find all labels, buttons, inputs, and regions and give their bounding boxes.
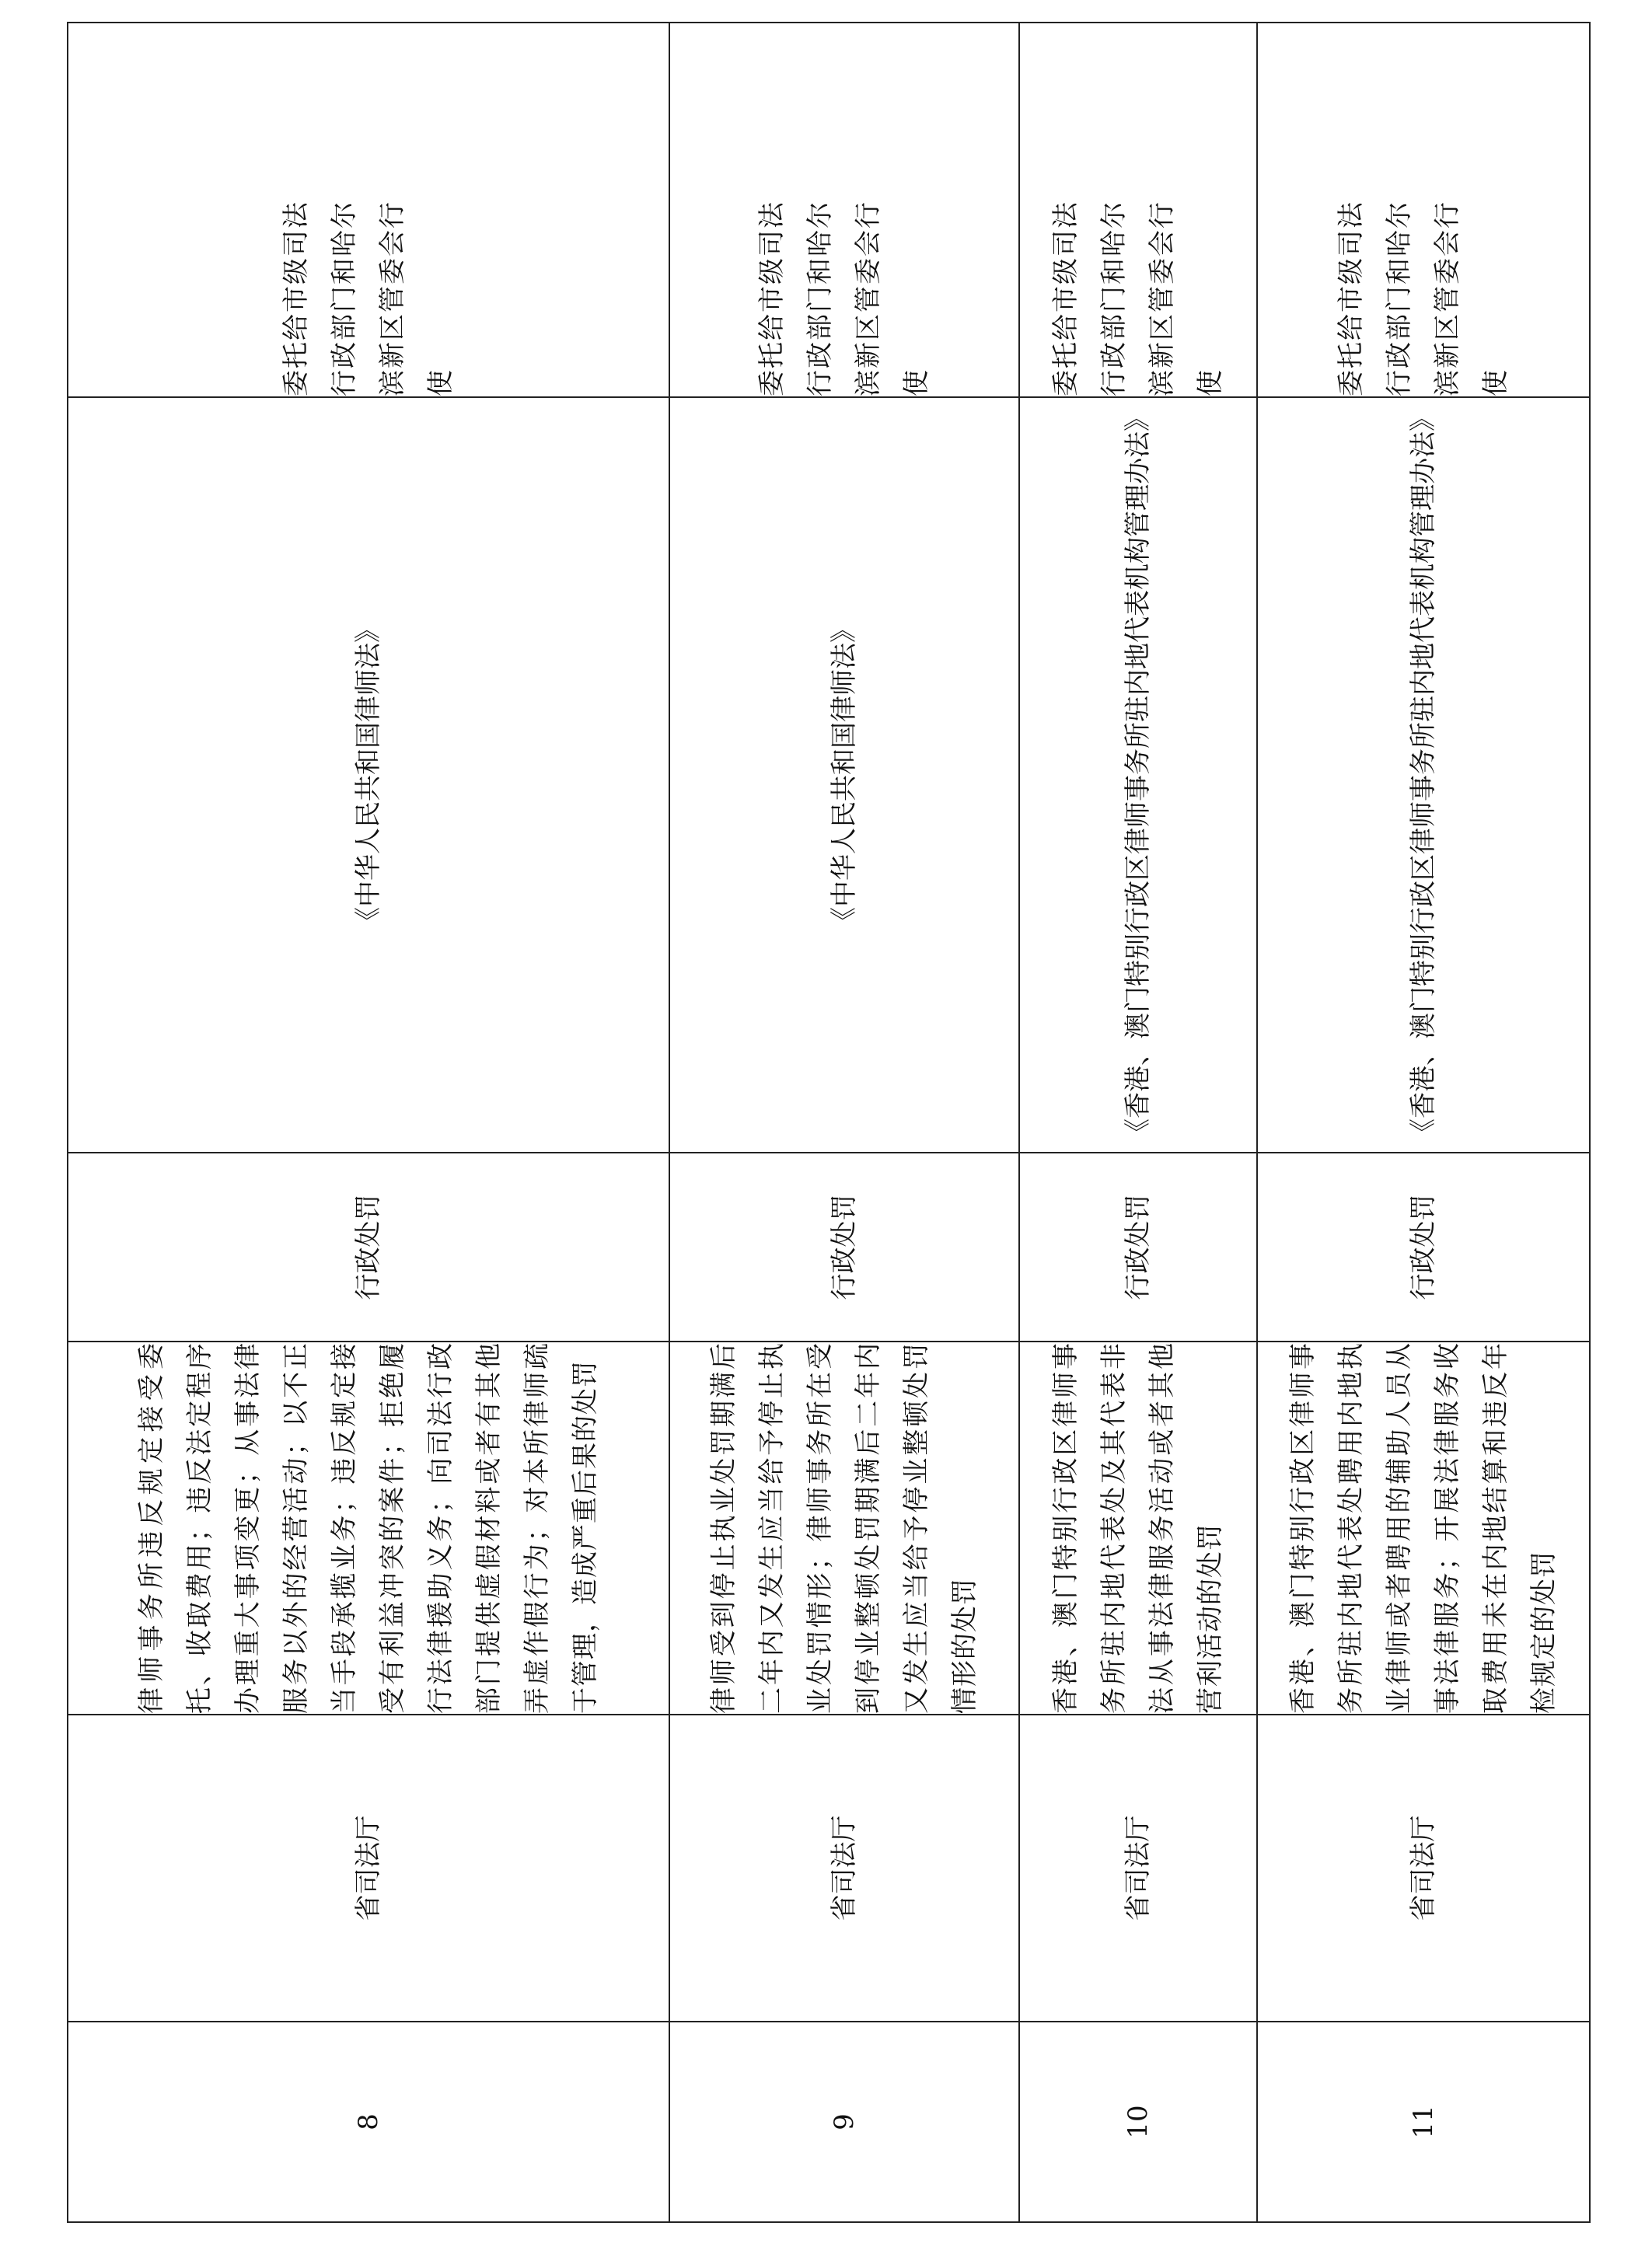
department-cell: 省司法厅 bbox=[68, 1715, 669, 2022]
rotated-page bbox=[67, 23, 1589, 2223]
legal-basis-cell: 《香港、澳门特别行政区律师事务所驻内地代表机构管理办法》 bbox=[1019, 397, 1257, 1153]
table-row bbox=[669, 23, 1019, 2222]
delegation-note: 委托给市级司法行政部门和哈尔滨新区管委会行使 bbox=[756, 201, 932, 396]
legal-basis-cell: 《中华人民共和国律师法》 bbox=[68, 397, 669, 1153]
penalty-type-cell: 行政处罚 bbox=[1019, 1153, 1257, 1342]
delegation-note: 委托给市级司法行政部门和哈尔滨新区管委会行使 bbox=[1336, 201, 1511, 396]
penalty-type-cell: 行政处罚 bbox=[68, 1153, 669, 1342]
table-row bbox=[1257, 23, 1590, 2222]
row-number: 11 bbox=[1257, 2022, 1590, 2222]
penalty-item-cell: 律师受到停止执业处罚期满后二年内又发生应当给予停止执业处罚情形；律师事务所在受到停业整顿处罚期满后二年内又发生应当给予停业整顿处罚情形的处罚 bbox=[669, 1342, 1019, 1715]
legal-basis-cell: 《中华人民共和国律师法》 bbox=[669, 397, 1019, 1153]
delegation-note: 委托给市级司法行政部门和哈尔滨新区管委会行使 bbox=[281, 201, 456, 396]
department-cell: 省司法厅 bbox=[1019, 1715, 1257, 2022]
delegation-note-cell bbox=[68, 23, 669, 397]
penalty-type-cell: 行政处罚 bbox=[1257, 1153, 1590, 1342]
department-cell: 省司法厅 bbox=[1257, 1715, 1590, 2022]
delegation-note-cell bbox=[1019, 23, 1257, 397]
penalty-item-cell: 香港、澳门特别行政区律师事务所驻内地代表处及其代表非法从事法律服务活动或者其他营利活动的处罚 bbox=[1019, 1342, 1257, 1715]
delegation-note: 委托给市级司法行政部门和哈尔滨新区管委会行使 bbox=[1050, 201, 1226, 396]
table-row bbox=[1019, 23, 1257, 2222]
delegation-note-cell bbox=[669, 23, 1019, 397]
penalty-type-cell: 行政处罚 bbox=[669, 1153, 1019, 1342]
table-row bbox=[68, 23, 669, 2222]
row-number: 8 bbox=[68, 2022, 669, 2222]
legal-basis-cell: 《香港、澳门特别行政区律师事务所驻内地代表机构管理办法》 bbox=[1257, 397, 1590, 1153]
penalty-items-table bbox=[67, 22, 1591, 2223]
row-number: 10 bbox=[1019, 2022, 1257, 2222]
penalty-item-cell: 律师事务所违反规定接受委托、收取费用；违反法定程序办理重大事项变更；从事法律服务以外的经营活动；以不正当手段承揽业务；违反规定接受有利益冲突的案件；拒绝履行法律援助义务；向司法行政部门提供虚假材料或者有其他弄虚作假行为；对本所律师疏于管理，造成严重后果的处罚 bbox=[68, 1342, 669, 1715]
department-cell: 省司法厅 bbox=[669, 1715, 1019, 2022]
row-number: 9 bbox=[669, 2022, 1019, 2222]
delegation-note-cell bbox=[1257, 23, 1590, 397]
penalty-item-cell: 香港、澳门特别行政区律师事务所驻内地代表处聘用内地执业律师或者聘用的辅助人员从事法律服务；开展法律服务收取费用未在内地结算和违反年检规定的处罚 bbox=[1257, 1342, 1590, 1715]
